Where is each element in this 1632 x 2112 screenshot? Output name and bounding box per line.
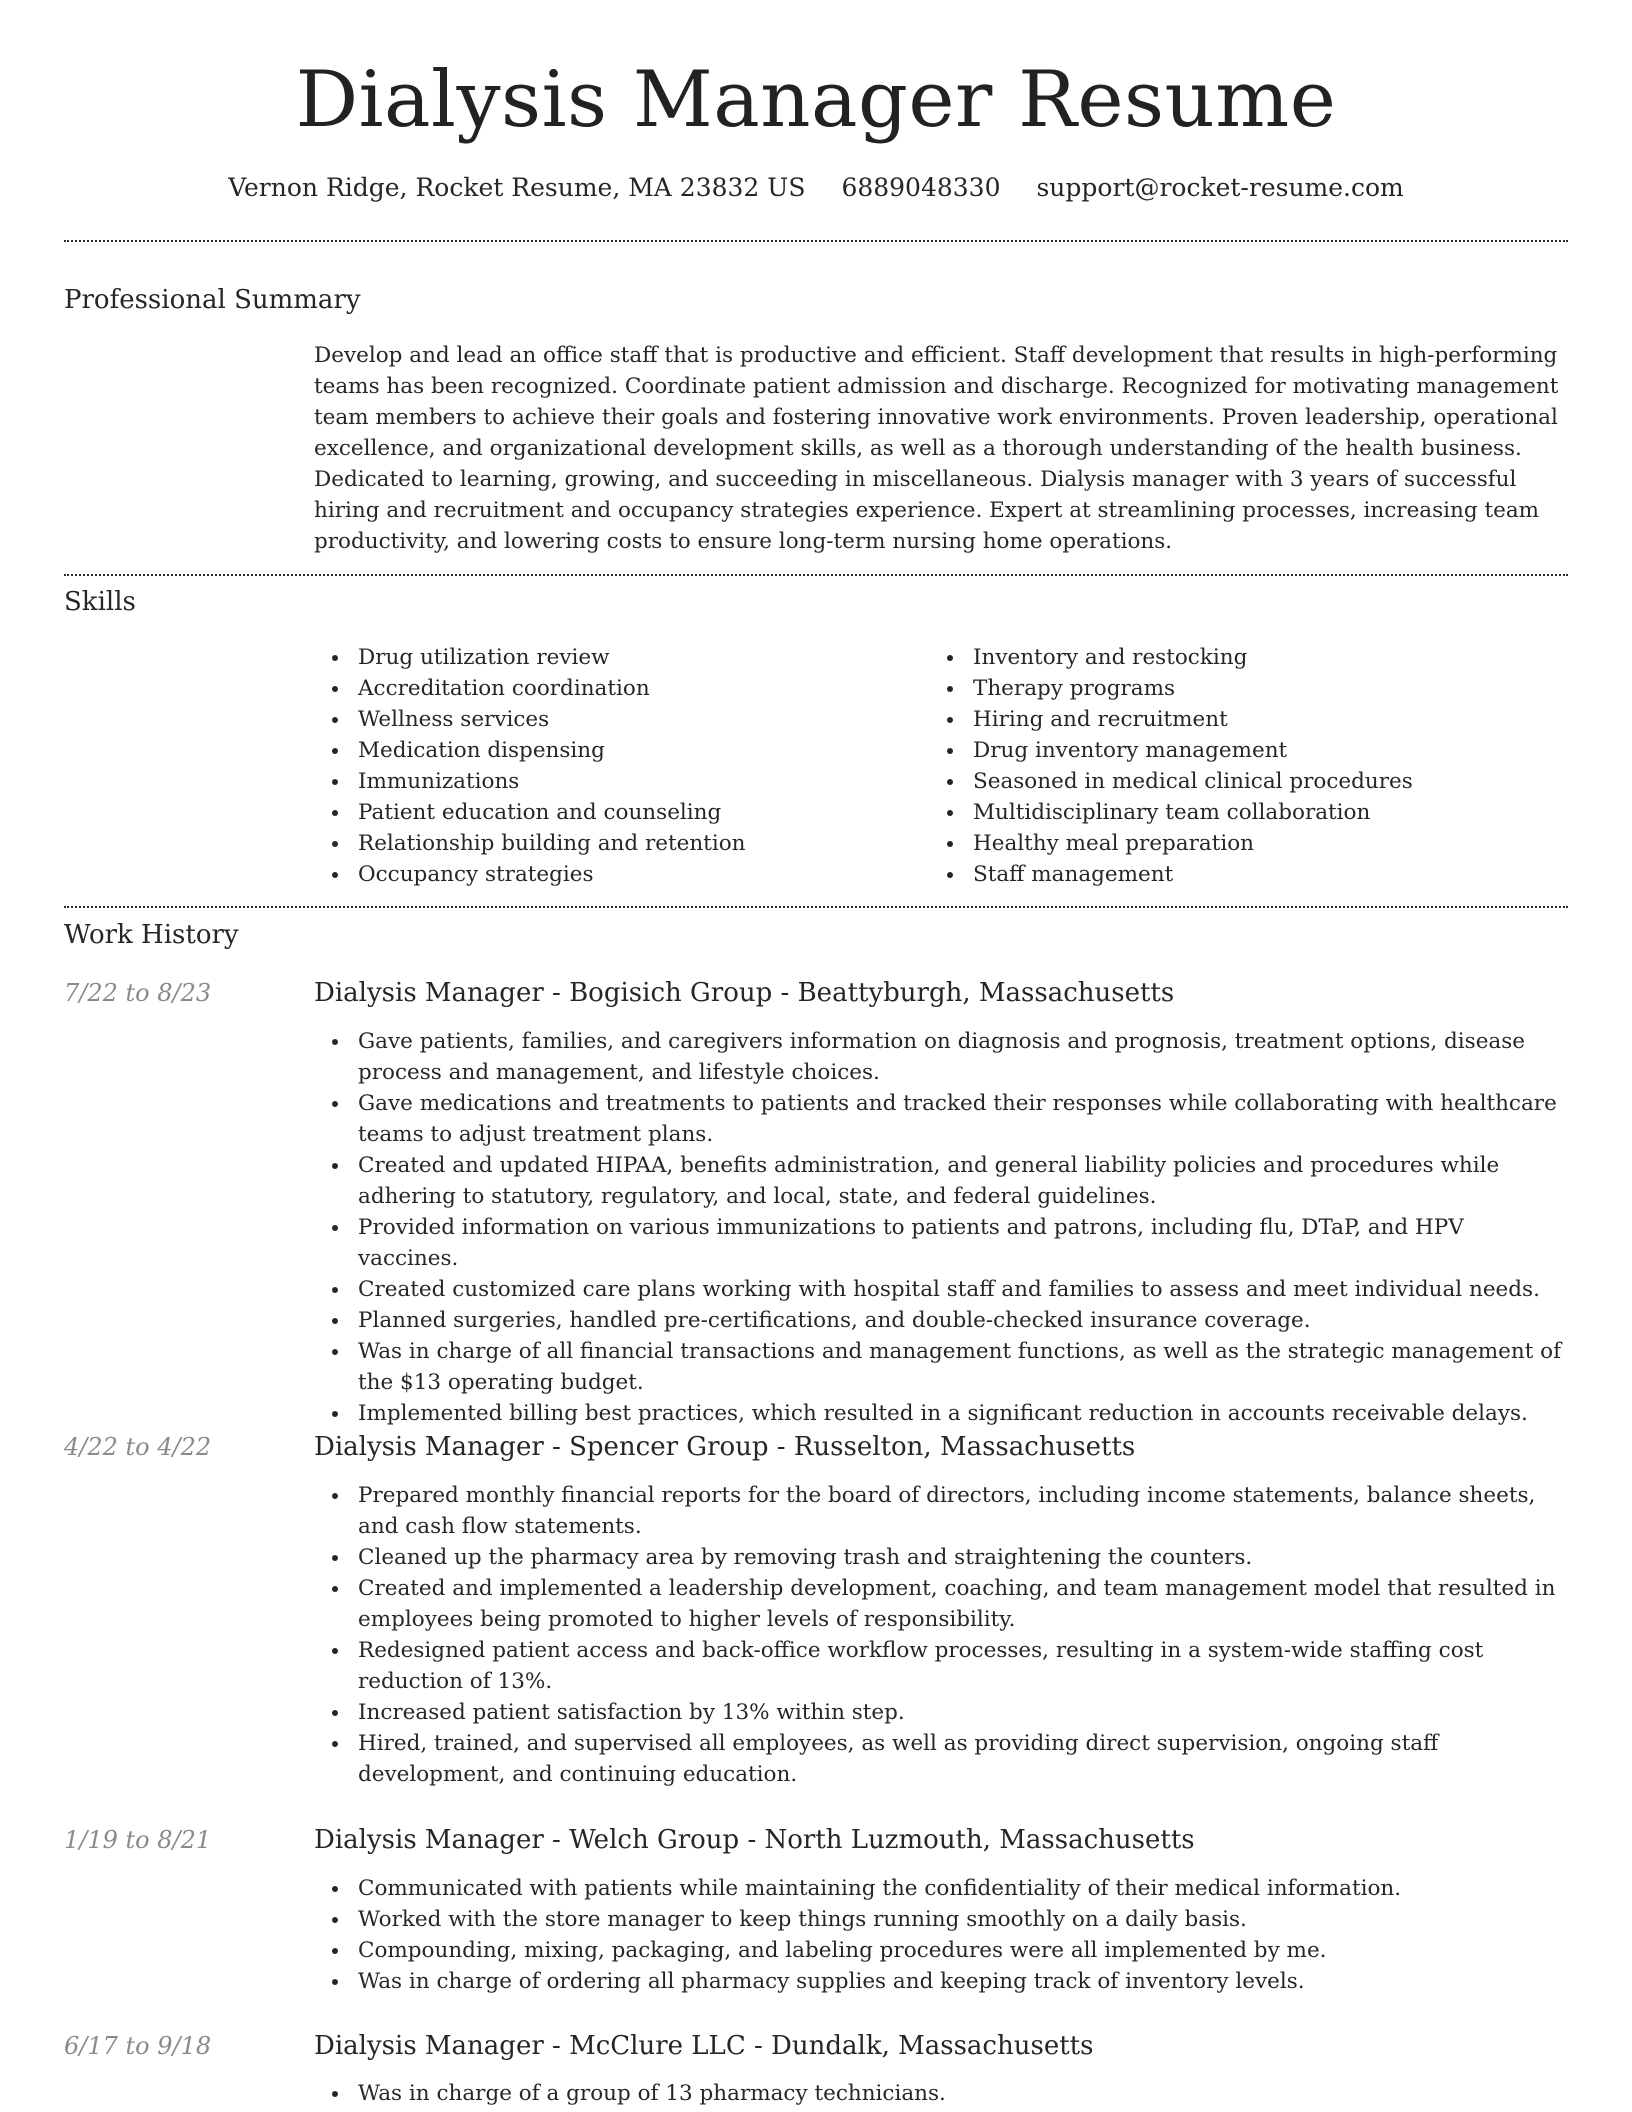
job-dates: 7/22 to 8/23 [64,979,212,1007]
job-bullet: Hired, trained, and supervised all employees, as well as providing direct supervision, ongoing staff development, and continuing education. [314,1728,1568,1790]
section-divider [64,906,1568,908]
job-bullet-list [314,2078,1568,2109]
job-bullet: Was in charge of all financial transactions and management functions, as well as the strategic management of the $13 operating budget. [314,1336,1568,1398]
job-bullet-list [314,1873,1568,1997]
job-bullet: Was in charge of ordering all pharmacy supplies and keeping track of inventory levels. [314,1966,1568,1997]
work-history-heading: Work History [64,920,239,950]
job-bullet-list [314,1480,1568,1790]
contact-phone: 6889048330 [841,173,1001,202]
skills-heading: Skills [64,587,136,617]
section-divider [64,574,1568,576]
contact-email: support@rocket-resume.com [1036,173,1404,202]
job-bullet: Communicated with patients while maintaining the confidentiality of their medical information. [314,1873,1568,1904]
job-bullet: Increased patient satisfaction by 13% within step. [314,1697,1568,1728]
job-bullet: Created and implemented a leadership development, coaching, and team management model that resulted in employees being promoted to higher levels of responsibility. [314,1573,1568,1635]
skills-list-left [314,642,746,890]
summary-heading: Professional Summary [64,285,361,315]
contact-line [0,170,1632,206]
skill-item: Seasoned in medical clinical procedures [929,766,1413,797]
section-divider [64,240,1568,242]
skill-item: Therapy programs [929,673,1413,704]
skill-item: Healthy meal preparation [929,828,1413,859]
skill-item: Multidisciplinary team collaboration [929,797,1413,828]
job-bullet-list [314,1026,1568,1429]
job-bullet: Cleaned up the pharmacy area by removing trash and straightening the counters. [314,1542,1568,1573]
skill-item: Wellness services [314,704,746,735]
job-bullet: Gave patients, families, and caregivers information on diagnosis and prognosis, treatment options, disease process and management, and lifestyle choices. [314,1026,1568,1088]
job-title: Dialysis Manager - Bogisich Group - Beattyburgh, Massachusetts [314,978,1175,1008]
job-title: Dialysis Manager - Welch Group - North Luzmouth, Massachusetts [314,1825,1195,1855]
page-title: Dialysis Manager Resume [295,55,1337,145]
job-bullet: Created customized care plans working with hospital staff and families to assess and meet individual needs. [314,1274,1568,1305]
job-bullet: Implemented billing best practices, which resulted in a significant reduction in accounts receivable delays. [314,1398,1568,1429]
job-bullet: Provided information on various immunizations to patients and patrons, including flu, DTaP, and HPV vaccines. [314,1212,1568,1274]
skill-item: Accreditation coordination [314,673,746,704]
skill-item: Hiring and recruitment [929,704,1413,735]
skill-item: Drug inventory management [929,735,1413,766]
job-dates: 1/19 to 8/21 [64,1826,212,1854]
job-bullet: Redesigned patient access and back-office workflow processes, resulting in a system-wide staffing cost reduction of 13%. [314,1635,1568,1697]
contact-address: Vernon Ridge, Rocket Resume, MA 23832 US [228,173,806,202]
job-bullet: Created and updated HIPAA, benefits administration, and general liability policies and procedures while adhering to statutory, regulatory, and local, state, and federal guidelines. [314,1150,1568,1212]
skill-item: Medication dispensing [314,735,746,766]
skills-list-right [929,642,1413,890]
job-bullet: Was in charge of a group of 13 pharmacy technicians. [314,2078,1568,2109]
job-dates: 4/22 to 4/22 [64,1433,212,1461]
job-title: Dialysis Manager - McClure LLC - Dundalk, Massachusetts [314,2031,1094,2061]
job-bullet: Gave medications and treatments to patients and tracked their responses while collaborating with healthcare teams to adjust treatment plans. [314,1088,1568,1150]
job-bullet: Planned surgeries, handled pre-certifications, and double-checked insurance coverage. [314,1305,1568,1336]
skill-item: Staff management [929,859,1413,890]
skill-item: Relationship building and retention [314,828,746,859]
job-bullet: Worked with the store manager to keep things running smoothly on a daily basis. [314,1904,1568,1935]
job-bullet: Compounding, mixing, packaging, and labeling procedures were all implemented by me. [314,1935,1568,1966]
job-title: Dialysis Manager - Spencer Group - Russelton, Massachusetts [314,1432,1136,1462]
skill-item: Immunizations [314,766,746,797]
skill-item: Drug utilization review [314,642,746,673]
summary-text: Develop and lead an office staff that is productive and efficient. Staff development that results in high-performing teams has been recognized. Coordinate patient admission and discharge. Recognized for motivating management team members to achieve their goals and fostering innovative work environments. Proven leadership, operational excellence, and organizational development skills, as well as a thorough understanding of the health business. Dedicated to learning, growing, and succeeding in miscellaneous. Dialysis manager with 3 years of successful hiring and recruitment and occupancy strategies experience. Expert at streamlining processes, increasing team productivity, and lowering costs to ensure long-term nursing home operations. [314,343,1559,554]
skill-item: Occupancy strategies [314,859,746,890]
job-dates: 6/17 to 9/18 [64,2032,212,2060]
skill-item: Patient education and counseling [314,797,746,828]
job-bullet: Prepared monthly financial reports for the board of directors, including income statements, balance sheets, and cash flow statements. [314,1480,1568,1542]
skill-item: Inventory and restocking [929,642,1413,673]
